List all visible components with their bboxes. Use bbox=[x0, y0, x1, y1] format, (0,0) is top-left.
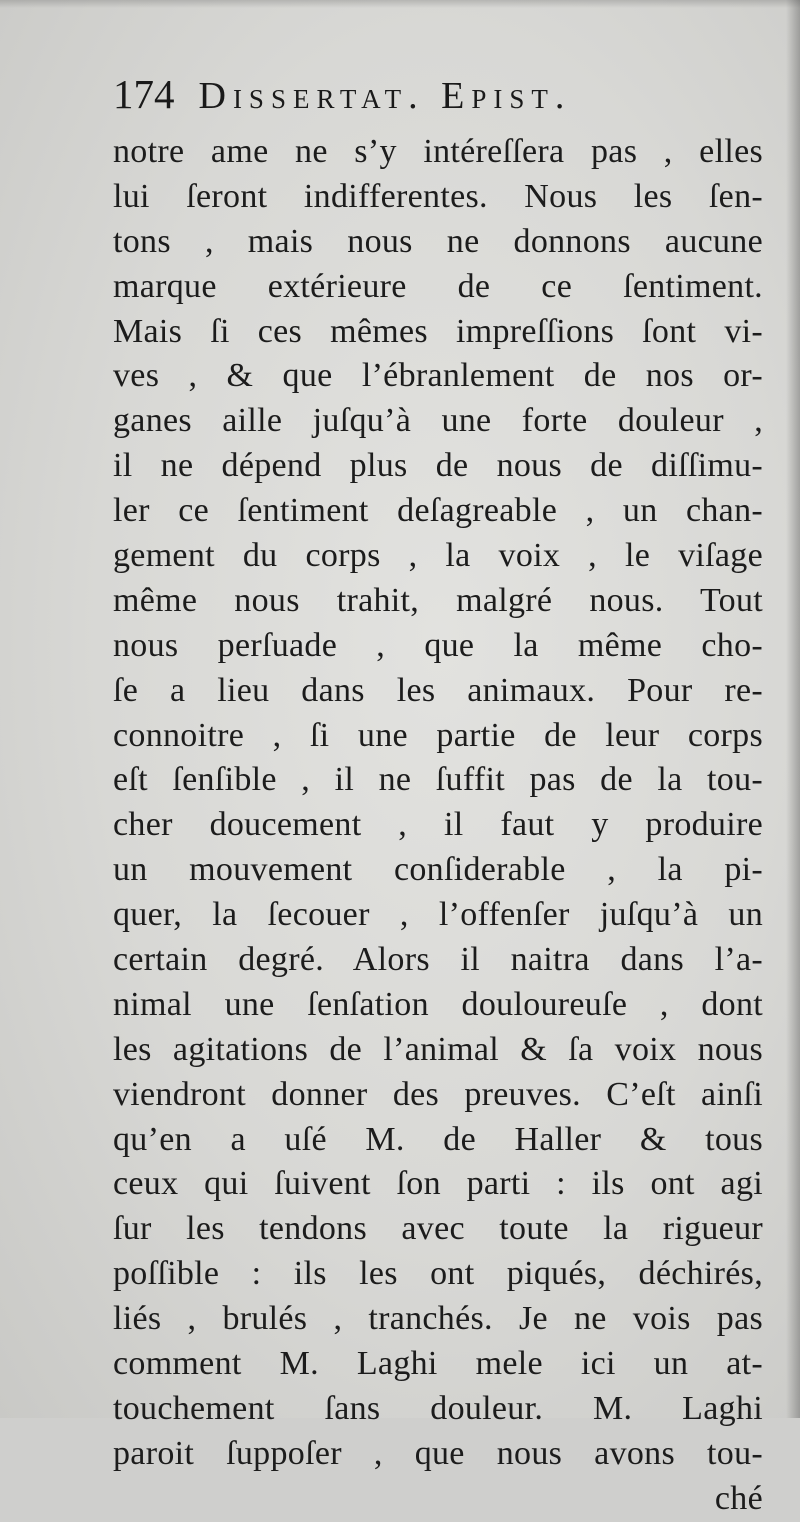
text-line: viendront donner des preuves. C’eſt ainſi bbox=[113, 1075, 763, 1113]
text-line: ceux qui ſuivent ſon parti : ils ont agi bbox=[113, 1165, 763, 1203]
text-line: même nous trahit, malgré nous. Tout bbox=[113, 581, 763, 619]
body-text bbox=[113, 130, 763, 1522]
text-line: il ne dépend plus de nous de diſſimu- bbox=[113, 447, 763, 485]
text-line: les agitations de l’animal & ſa voix nous bbox=[113, 1030, 763, 1068]
text-line: marque extérieure de ce ſentiment. bbox=[113, 267, 763, 305]
text-line: ler ce ſentiment deſagreable , un chan- bbox=[113, 492, 763, 530]
text-line: touchement ſans douleur. M. Laghi bbox=[113, 1389, 763, 1427]
text-line: paroit ſuppoſer , que nous avons tou- bbox=[113, 1434, 763, 1472]
text-line: cher doucement , il faut y produire bbox=[113, 806, 763, 844]
text-line: quer, la ſecouer , l’offenſer juſqu’à un bbox=[113, 896, 763, 934]
page-number: 174 bbox=[113, 71, 175, 117]
text-line: liés , brulés , tranchés. Je ne vois pas bbox=[113, 1300, 763, 1338]
text-line: ché bbox=[714, 1479, 763, 1517]
text-line: poſſible : ils les ont piqués, déchirés, bbox=[113, 1255, 763, 1293]
text-line: ſe a lieu dans les animaux. Pour re- bbox=[113, 671, 763, 709]
text-line: tons , mais nous ne donnons aucune bbox=[113, 222, 763, 260]
text-line: connoitre , ſi une partie de leur corps bbox=[113, 716, 763, 754]
page-edge-shadow bbox=[786, 0, 800, 1418]
page-top-shadow bbox=[0, 0, 800, 8]
text-line: gement du corps , la voix , le viſage bbox=[113, 537, 763, 575]
running-head bbox=[113, 70, 673, 120]
text-line: qu’en a uſé M. de Haller & tous bbox=[113, 1120, 763, 1158]
text-line: ganes aille juſqu’à une forte douleur , bbox=[113, 402, 763, 440]
text-line: eſt ſenſible , il ne ſuffit pas de la tou- bbox=[113, 761, 763, 799]
text-line: notre ame ne s’y intéreſſera pas , elles bbox=[113, 133, 763, 170]
text-line: certain degré. Alors il naitra dans l’a- bbox=[113, 941, 763, 979]
text-line: ſur les tendons avec toute la rigueur bbox=[113, 1210, 763, 1248]
text-line: ves , & que l’ébranlement de nos or- bbox=[113, 357, 763, 395]
running-title: Dissertat. Epist. bbox=[198, 75, 572, 117]
text-line: un mouvement conſiderable , la pi- bbox=[113, 851, 763, 889]
text-line: Mais ſi ces mêmes impreſſions ſont vi- bbox=[113, 312, 763, 350]
text-line: nimal une ſenſation douloureuſe , dont bbox=[113, 985, 763, 1023]
text-line: comment M. Laghi mele ici un at- bbox=[113, 1345, 763, 1383]
text-line: nous perſuade , que la même cho- bbox=[113, 626, 763, 664]
text-line: lui ſeront indifferentes. Nous les ſen- bbox=[113, 177, 763, 215]
